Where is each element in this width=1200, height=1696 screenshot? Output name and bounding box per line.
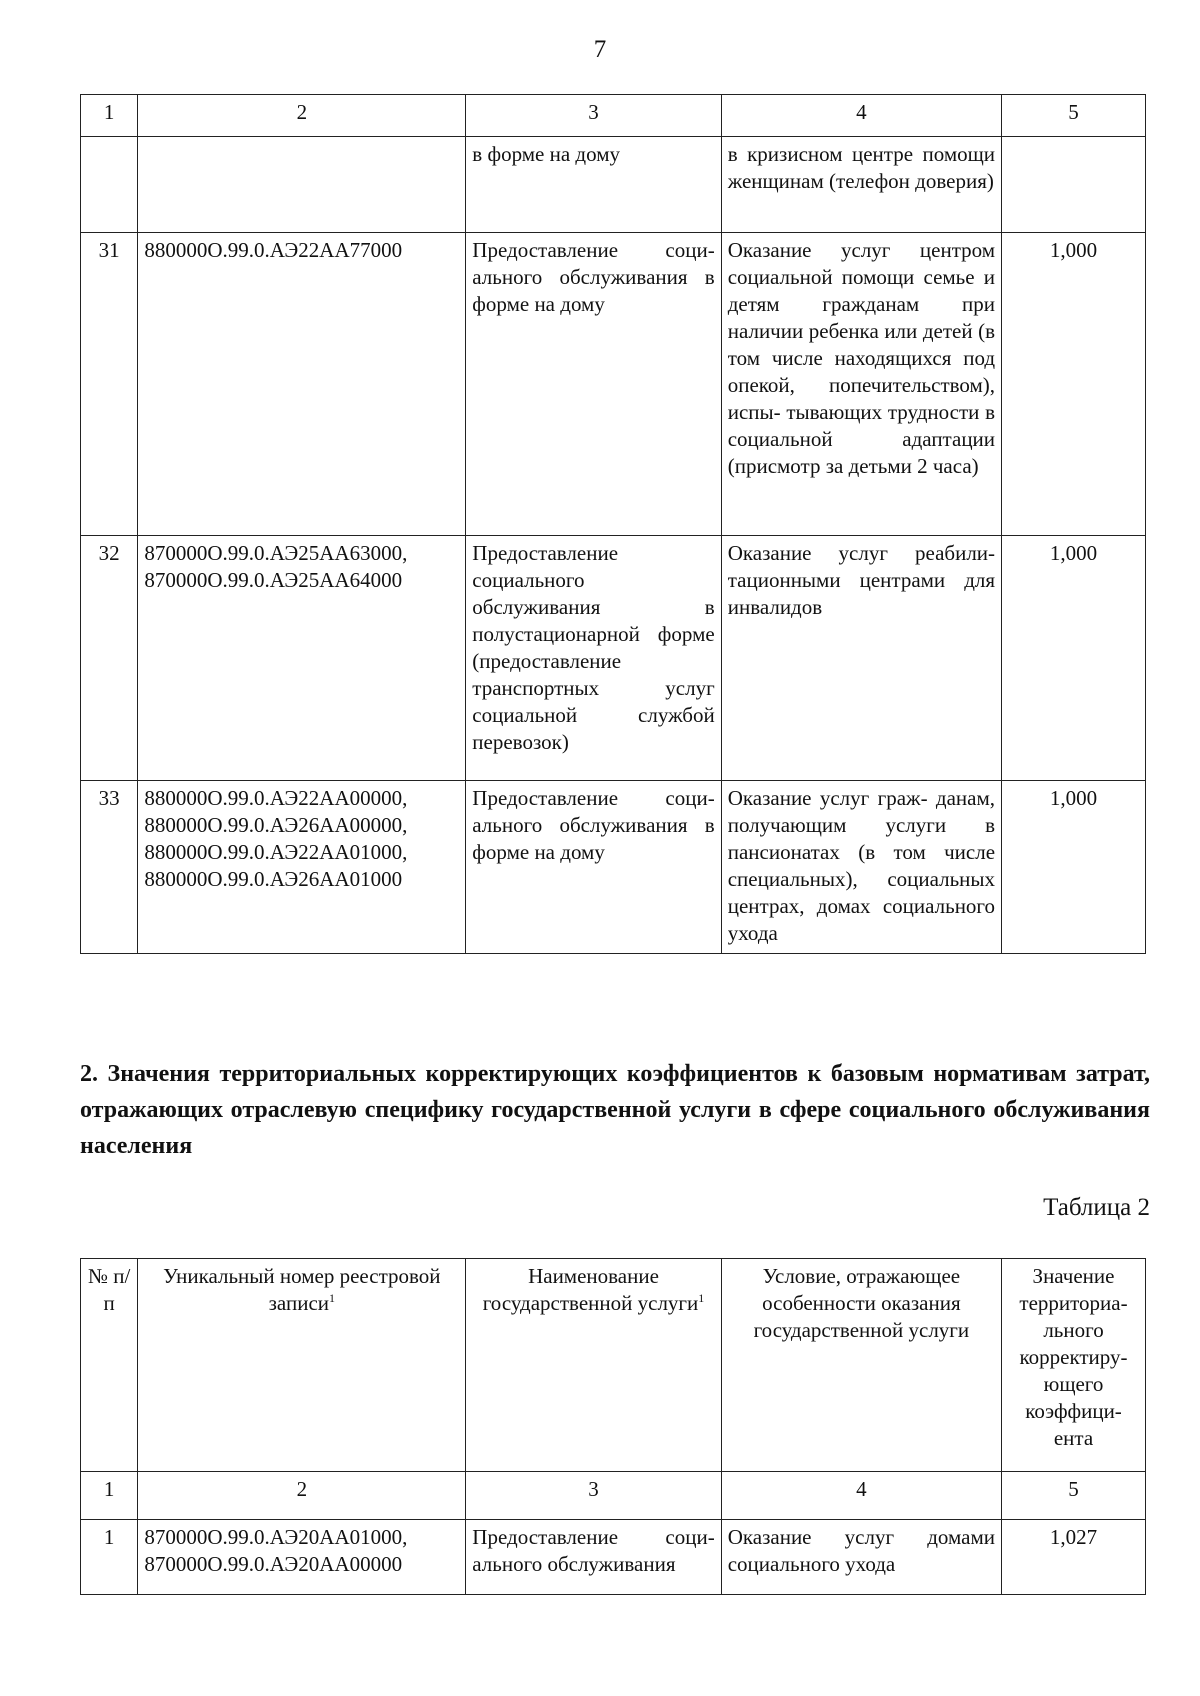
coefficient-value: 1,027 (1002, 1520, 1146, 1595)
page-number: 7 (593, 36, 607, 63)
service-condition: Оказание услуг домами социального ухода (721, 1520, 1001, 1595)
footnote-mark: 1 (329, 1291, 336, 1305)
header-cell: 1 (81, 95, 138, 137)
service-name: в форме на дому (466, 137, 721, 233)
table-row (81, 137, 1146, 233)
service-condition: Оказание услуг центром социальной помощи семье и детям гражданам при наличии ребенка или детей (в том числе находящихся под опекой, попечительством), испы- тывающих трудности в социальной адаптации (присмотр за детьми 2 часа) (721, 233, 1001, 536)
table-row (81, 1520, 1146, 1595)
col-header-text: Значение территориа- льного корректиру- ющего коэффици- ента (1019, 1264, 1128, 1450)
column-number: 5 (1002, 1472, 1146, 1520)
column-header-row (81, 1259, 1146, 1472)
header-cell: 2 (138, 95, 466, 137)
col-header-value (1002, 1259, 1146, 1472)
row-number: 1 (81, 1520, 138, 1595)
service-condition: Оказание услуг граж- данам, получающим услуги в пансионатах (в том числе специальных), социальных центрах, домах социального ухода (721, 781, 1001, 954)
table-continuation (80, 94, 1146, 954)
row-number: 33 (81, 781, 138, 954)
col-header-text: Уникальный номер реестровой записи (163, 1264, 441, 1315)
header-cell: 3 (466, 95, 721, 137)
service-name: Предоставление соци- ального обслуживания (466, 1520, 721, 1595)
footnote-mark: 1 (698, 1291, 705, 1305)
column-number-row (81, 1472, 1146, 1520)
col-header-number (81, 1259, 138, 1472)
registry-code: 880000О.99.0.АЭ22АА00000, 880000О.99.0.АЭ26АА00000, 880000О.99.0.АЭ22АА01000, 880000О.99.0.АЭ26АА01000 (138, 781, 466, 954)
column-number: 4 (721, 1472, 1001, 1520)
table-row (81, 781, 1146, 954)
table-row (81, 233, 1146, 536)
column-number: 3 (466, 1472, 721, 1520)
registry-code: 870000О.99.0.АЭ20АА01000, 870000О.99.0.АЭ20АА00000 (138, 1520, 466, 1595)
service-condition: Оказание услуг реабили- тационными центрами для инвалидов (721, 536, 1001, 781)
table-label: Таблица 2 (1043, 1194, 1150, 1221)
registry-code: 880000О.99.0.АЭ22АА77000 (138, 233, 466, 536)
service-name: Предоставление соци- ального обслуживания в форме на дому (466, 233, 721, 536)
col-header-service (466, 1259, 721, 1472)
registry-code: 870000О.99.0.АЭ25АА63000, 870000О.99.0.АЭ25АА64000 (138, 536, 466, 781)
col-header-text: Наименование государственной услуги (482, 1264, 699, 1315)
col-header-registry (138, 1259, 466, 1472)
service-name: Предоставление соци- ального обслуживания в форме на дому (466, 781, 721, 954)
row-number: 32 (81, 536, 138, 781)
table-row (81, 536, 1146, 781)
row-number: 31 (81, 233, 138, 536)
coefficient-value (1002, 137, 1146, 233)
header-cell: 5 (1002, 95, 1146, 137)
col-header-text: Условие, отражающее особенности оказания государственной услуги (753, 1264, 970, 1342)
registry-code (138, 137, 466, 233)
column-number: 1 (81, 1472, 138, 1520)
service-name: Предоставление социального обслуживания в полустационарной форме (предоставление транспортных услуг социальной службой перевозок) (466, 536, 721, 781)
section-heading: 2. Значения территориальных корректирующих коэффициентов к базовым нормативам затрат, отражающих отраслевую специфику государственной услуги в сфере социального обслуживания населения (80, 1061, 1150, 1159)
col-header-text: № п/п (88, 1264, 131, 1315)
row-number (81, 137, 138, 233)
coefficients-table (80, 1258, 1146, 1595)
coefficient-value: 1,000 (1002, 233, 1146, 536)
column-number: 2 (138, 1472, 466, 1520)
col-header-condition (721, 1259, 1001, 1472)
coefficient-value: 1,000 (1002, 536, 1146, 781)
coefficient-value: 1,000 (1002, 781, 1146, 954)
table-header-row (81, 95, 1146, 137)
header-cell: 4 (721, 95, 1001, 137)
service-condition: в кризисном центре помощи женщинам (телефон доверия) (721, 137, 1001, 233)
